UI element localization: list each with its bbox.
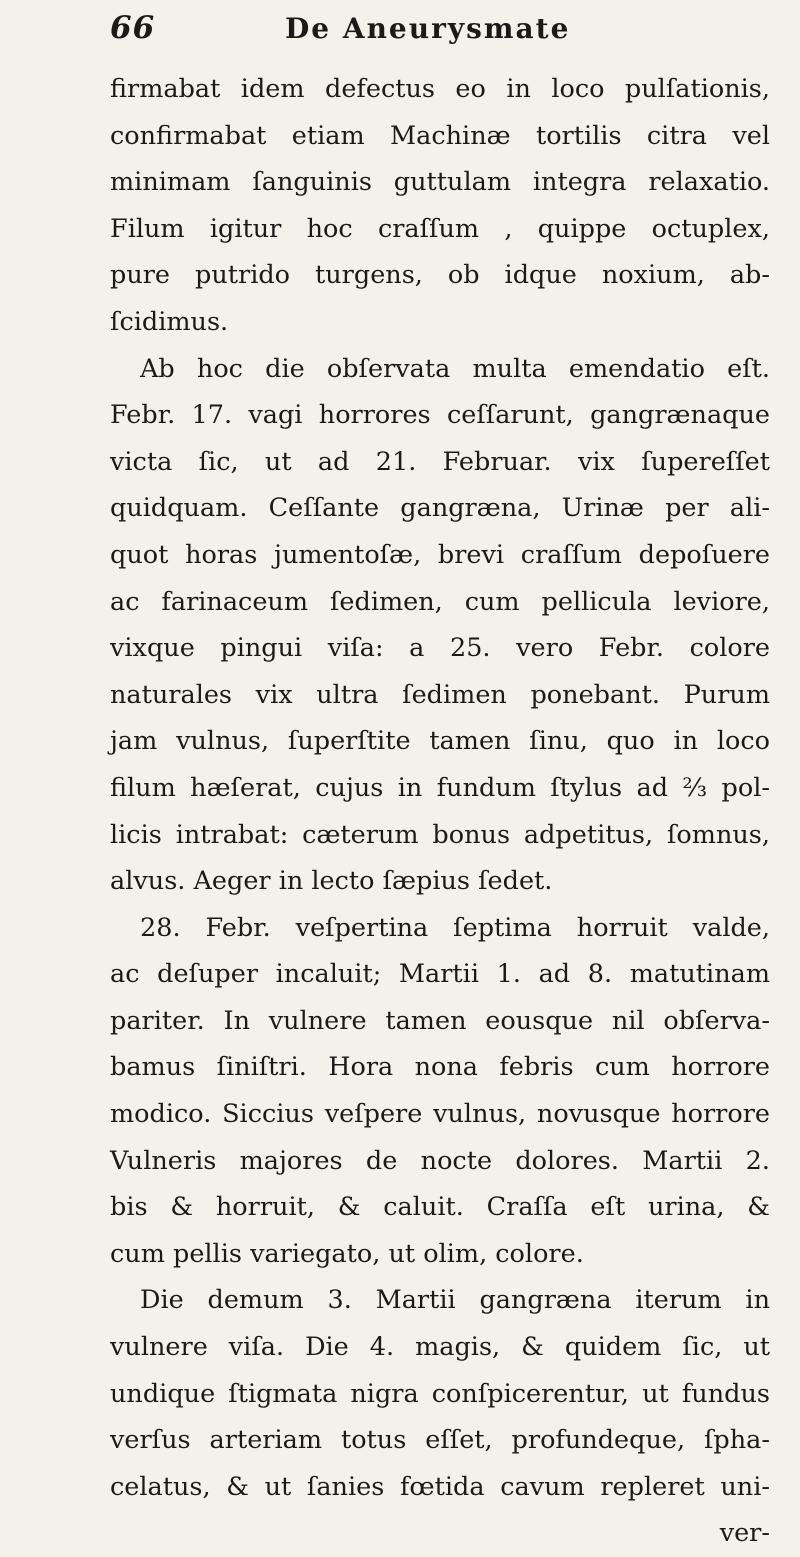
- text-line: bis & horruit, & caluit. Craſſa eſt urina, &: [110, 1192, 770, 1223]
- text-line: Ab hoc die obſervata multa emendatio eſt.: [140, 353, 770, 384]
- text-line: vulnere viſa. Die 4. magis, & quidem ſic, ut: [110, 1332, 770, 1363]
- text-line: ſcidimus.: [110, 306, 229, 337]
- text-line: ac deſuper incaluit; Martii 1. ad 8. matutinam: [110, 959, 770, 990]
- text-line: Filum igitur hoc craſſum , quippe octuplex,: [110, 213, 770, 244]
- text-line: Vulneris majores de nocte dolores. Martii 2.: [110, 1145, 770, 1176]
- text-line: victa ſic, ut ad 21. Februar. vix ſupereſſet: [110, 446, 770, 477]
- text-line: confirmabat etiam Machinæ tortilis citra vel: [110, 120, 770, 151]
- text-line: cum pellis variegato, ut olim, colore.: [110, 1238, 584, 1269]
- text-line: filum hæſerat, cujus in fundum ſtylus ad ⅔ pol-: [110, 772, 770, 803]
- catchword: ver-: [719, 1518, 770, 1549]
- text-line: 28. Febr. veſpertina ſeptima horruit valde,: [140, 912, 770, 943]
- running-head: [110, 10, 760, 54]
- text-line: ac farinaceum ſedimen, cum pellicula leviore,: [110, 586, 770, 617]
- body-text: [110, 66, 770, 1557]
- text-line: quot horas jumentoſæ, brevi craſſum depoſuere: [110, 539, 770, 570]
- text-line: celatus, & ut ſanies fœtida cavum repleret uni-: [110, 1471, 770, 1502]
- text-line: quidquam. Ceſſante gangræna, Urinæ per ali-: [110, 493, 770, 524]
- running-title: De Aneurysmate: [285, 12, 571, 45]
- text-line: Febr. 17. vagi horrores ceſſarunt, gangrænaque: [110, 400, 770, 431]
- text-line: minimam ſanguinis guttulam integra relaxatio.: [110, 167, 770, 198]
- text-line: undique ſtigmata nigra conſpicerentur, ut fundus: [110, 1378, 770, 1409]
- text-line: Die demum 3. Martii gangræna iterum in: [140, 1285, 770, 1316]
- text-line: modico. Siccius veſpere vulnus, novusque horrore: [110, 1099, 770, 1130]
- text-line: alvus. Aeger in lecto ſæpius ſedet.: [110, 866, 553, 897]
- text-line: naturales vix ultra ſedimen ponebant. Purum: [110, 679, 770, 710]
- text-line: licis intrabat: cæterum bonus adpetitus, ſomnus,: [110, 819, 770, 850]
- page-number: 66: [110, 10, 156, 46]
- text-line: verſus arteriam totus eſſet, profundeque, ſpha-: [110, 1425, 770, 1456]
- text-line: vixque pingui viſa: a 25. vero Febr. colore: [110, 633, 770, 664]
- text-line: bamus ſiniſtri. Hora nona febris cum horrore: [110, 1052, 770, 1083]
- text-line: jam vulnus, ſuperſtite tamen ſinu, quo in loco: [110, 726, 770, 757]
- text-line: firmabat idem defectus eo in loco pulſationis,: [110, 74, 770, 104]
- text-line: pariter. In vulnere tamen eousque nil obſerva-: [110, 1005, 770, 1036]
- text-line: pure putrido turgens, ob idque noxium, ab-: [110, 260, 770, 291]
